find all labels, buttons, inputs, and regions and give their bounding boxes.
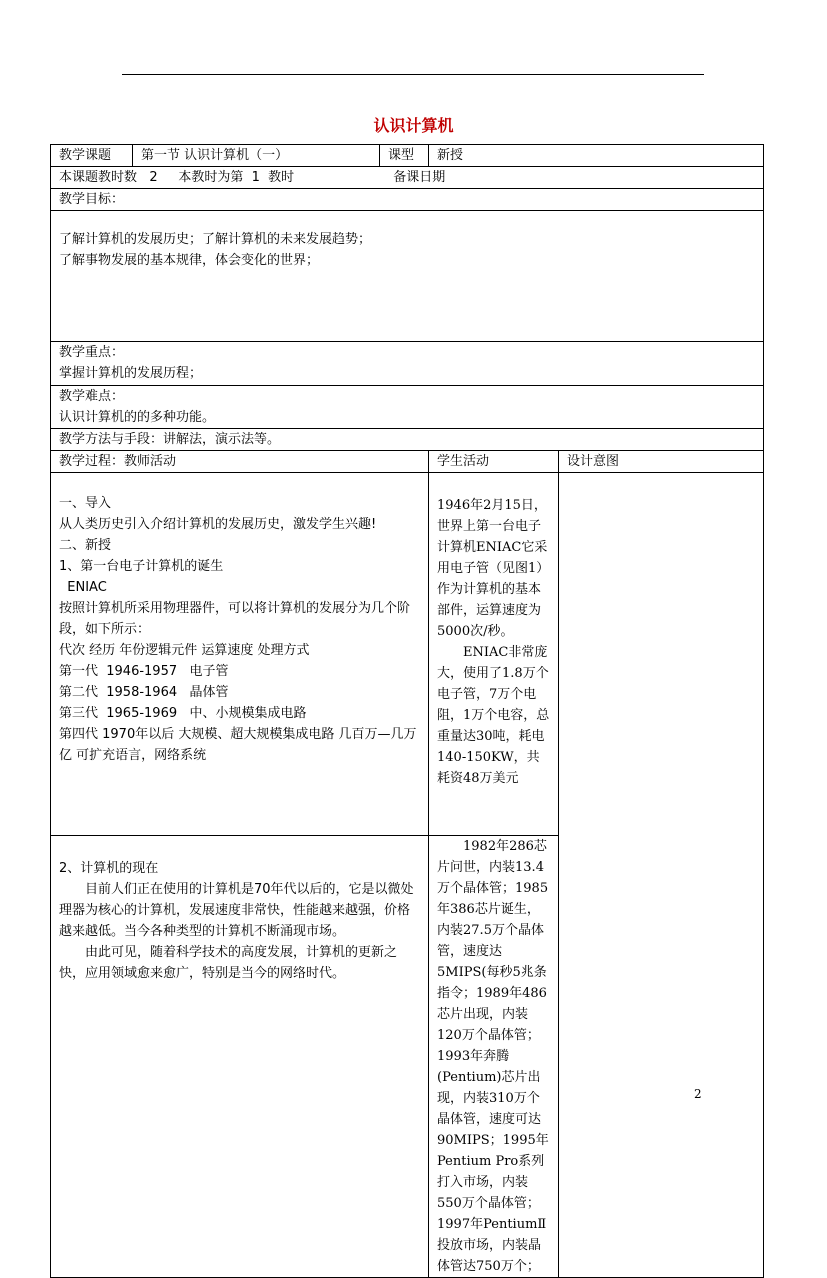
teacher-line: 目前人们正在使用的计算机是70年代以后的，它是以微处理器为核心的计算机，发展速度非常快，性能越来越强，价格越来越低。当今各种类型的计算机不断涌现市场。 bbox=[59, 882, 414, 939]
student-activity-1 bbox=[429, 473, 559, 836]
teacher-line: 第二代 1958-1964 晶体管 bbox=[59, 685, 229, 700]
goal-line: 了解计算机的发展历史；了解计算机的未来发展趋势； bbox=[59, 232, 372, 247]
design-intent-header: 设计意图 bbox=[559, 451, 764, 473]
lesson-type-value: 新授 bbox=[429, 145, 764, 167]
design-intent-cell bbox=[559, 473, 764, 1278]
lesson-plan-table bbox=[50, 144, 764, 1278]
teacher-line: 从人类历史引入介绍计算机的发展历史，激发学生兴趣! bbox=[59, 517, 377, 532]
teacher-line: 按照计算机所采用物理器件，可以将计算机的发展分为几个阶段，如下所示： bbox=[59, 601, 411, 637]
focus-cell bbox=[51, 342, 764, 386]
student-activity-2: 1982年286芯片问世，内装13.4万个晶体管；1985年386芯片诞生，内装27.5万个晶体管，速度达5MIPS(每秒5兆条指令；1989年486芯片出现，内装120万个晶体管；1993年奔腾(Pentium)芯片出现，内装310万个晶体管，速度可达90MIPS；1995年Pentium Pro系列打入市场，内装550万个晶体管；1997年PentiumⅡ投放市场，内装晶体管达750万个； bbox=[429, 836, 559, 1278]
student-paragraph: 1946年2月15日，世界上第一台电子计算机ENIAC它采用电子管（见图1）作为计算机的基本部件，运算速度为5000次/秒。 bbox=[437, 498, 550, 639]
teacher-activity-header: 教学过程：教师活动 bbox=[51, 451, 429, 473]
hours-row: 本课题教时数 2 本教时为第 1 教时 备课日期 bbox=[51, 167, 764, 189]
goals-content bbox=[51, 211, 764, 342]
document-title: 认识计算机 bbox=[373, 116, 454, 135]
teacher-line: 一、导入 bbox=[59, 496, 112, 511]
difficulty-label: 教学难点： bbox=[59, 389, 125, 404]
goal-line: 了解事物发展的基本规律，体会变化的世界； bbox=[59, 253, 320, 268]
student-activity-header: 学生活动 bbox=[429, 451, 559, 473]
goals-label: 教学目标： bbox=[51, 189, 764, 211]
teacher-line: 第四代 1970年以后 大规模、超大规模集成电路 几百万—几万亿 可扩充语言，网络系统 bbox=[59, 727, 417, 763]
teacher-line: 1、第一台电子计算机的诞生 bbox=[59, 559, 224, 574]
header-rule bbox=[122, 74, 704, 75]
page-number: 2 bbox=[694, 1087, 702, 1101]
difficulty-text: 认识计算机的的多种功能。 bbox=[59, 410, 216, 425]
topic-label: 教学课题 bbox=[51, 145, 133, 167]
teacher-activity-1 bbox=[51, 473, 429, 836]
focus-text: 掌握计算机的发展历程； bbox=[59, 366, 203, 381]
focus-label: 教学重点： bbox=[59, 345, 125, 360]
student-paragraph: ENIAC非常庞大，使用了1.8万个电子管，7万个电阻，1万个电容，总重量达30吨，耗电140-150KW，共耗资48万美元 bbox=[437, 645, 550, 786]
methods-row: 教学方法与手段：讲解法，演示法等。 bbox=[51, 429, 764, 451]
teacher-line: 2、计算机的现在 bbox=[59, 861, 159, 876]
teacher-line: 二、新授 bbox=[59, 538, 112, 553]
teacher-line: 代次 经历 年份逻辑元件 运算速度 处理方式 bbox=[59, 643, 310, 658]
difficulty-cell bbox=[51, 386, 764, 429]
teacher-line: 第一代 1946-1957 电子管 bbox=[59, 664, 229, 679]
teacher-line: 第三代 1965-1969 中、小规模集成电路 bbox=[59, 706, 307, 721]
lesson-type-label: 课型 bbox=[380, 145, 429, 167]
teacher-line: ENIAC bbox=[59, 580, 107, 595]
topic-value: 第一节 认识计算机（一） bbox=[133, 145, 380, 167]
teacher-activity-2 bbox=[51, 836, 429, 1278]
teacher-line: 由此可见，随着科学技术的高度发展，计算机的更新之快，应用领域愈来愈广，特别是当今的网络时代。 bbox=[59, 945, 398, 981]
